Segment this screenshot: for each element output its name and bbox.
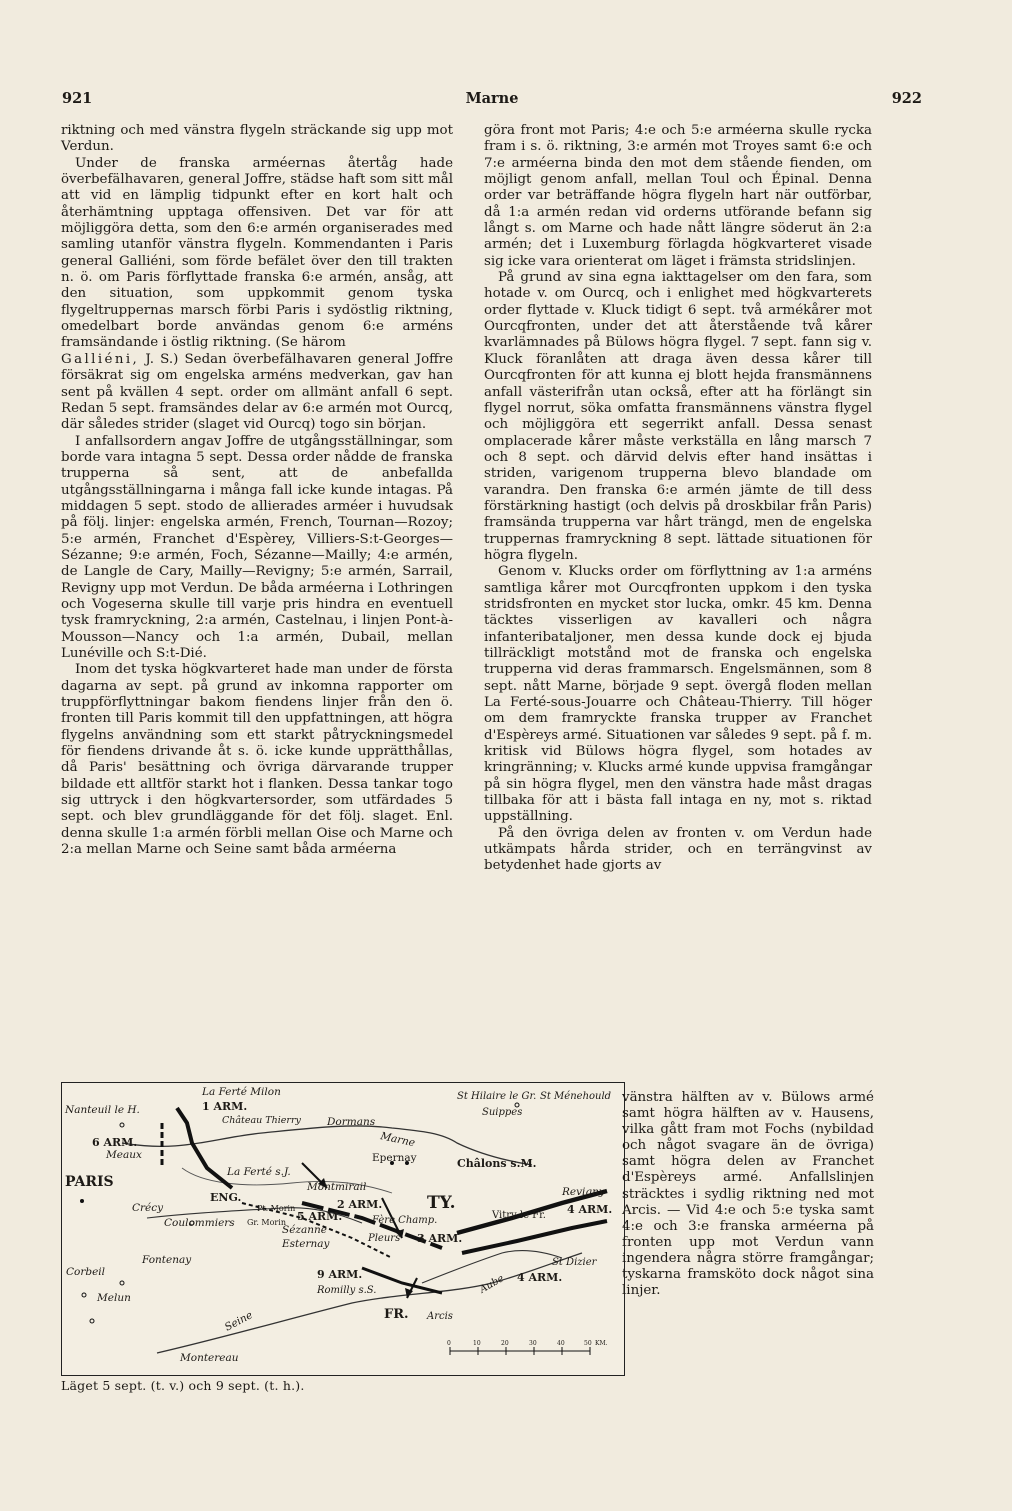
scale-tick: 50 — [584, 1340, 592, 1347]
page-number-left: 921 — [62, 90, 93, 107]
place-label-paris: PARIS — [65, 1174, 114, 1190]
place-label: Châlons s.M. — [457, 1157, 537, 1170]
army-label: 9 ARM. — [317, 1268, 363, 1281]
scale-bar — [447, 1340, 608, 1355]
french-label: FR. — [384, 1307, 409, 1322]
right-column — [484, 123, 872, 875]
battle-map-svg — [62, 1083, 624, 1375]
paragraph: På den övriga delen av fronten v. om Verdun hade utkämpats hårda strider, och en terrängvinst av betydenhet hade gjorts av — [484, 825, 872, 874]
german-label: TY. — [427, 1193, 456, 1213]
place-label: St Hilaire le Gr. — [457, 1091, 537, 1102]
place-label: Epernay — [372, 1152, 417, 1164]
place-label: Montereau — [180, 1352, 239, 1364]
place-label: Meaux — [106, 1149, 142, 1161]
place-label: Pleurs — [368, 1233, 401, 1244]
paragraph — [61, 352, 453, 434]
army-label: ENG. — [210, 1191, 242, 1204]
page-number-right: 922 — [891, 90, 922, 107]
river-label: Marne — [379, 1130, 417, 1150]
place-label: St Ménehould — [540, 1091, 612, 1102]
town-dot — [82, 1293, 86, 1297]
page-header — [62, 90, 922, 114]
running-title: Marne — [465, 90, 519, 107]
place-label: Montmirail — [307, 1181, 367, 1193]
paragraph: riktning och med vänstra flygeln sträckande sig upp mot Verdun. — [61, 123, 453, 155]
place-label: St Dizier — [552, 1257, 597, 1268]
place-label: Nanteuil le H. — [65, 1104, 140, 1116]
scale-unit: KM. — [595, 1340, 608, 1347]
place-label: Coulommiers — [164, 1217, 235, 1229]
place-label: Corbeil — [66, 1266, 106, 1278]
paragraph: göra front mot Paris; 4:e och 5:e arméerna skulle rycka fram i s. ö. riktning, 3:e armén mot Troyes samt 6:e och 7:e arméerna binda den mot dem stående fienden, om möjligt genom anfall, mellan Toul och Épinal. Denna order var beträffande högra flygeln hart när outförbar, då 1:a armén redan vid orderns utförande befann sig långt s. om Marne och hade nått längre söderut än 2:a armén; det i Luxemburg förlagda högkvarteret visade sig icke vara orienterat om läget i främsta stridslinjen. — [484, 123, 872, 269]
place-label: Romilly s.S. — [317, 1285, 377, 1296]
paragraph: Inom det tyska högkvarteret hade man under de första dagarna av sept. på grund av inkomna rapporter om truppförflyttningar bakom fiendens linjer från den ö. fronten till Paris kommit till den uppfattningen, att högra flygelns användning som ett starkt påtryckningsmedel för fiendens drivande åt s. ö. icke kunde upprätthållas, då Paris' besättning och övriga därvarande trupper bildade ett alltför starkt hot i flanken. Dessa tankar togo sig uttryck i den högkvartersorder, som utfärdades 5 sept. och blev grundläggande för det följ. slaget. Enl. denna skulle 1:a armén förbli mellan Oise och Marne och 2:a mellan Marne och Seine samt båda arméerna — [61, 662, 453, 858]
scale-tick: 20 — [501, 1340, 509, 1347]
army-label: 2 ARM. — [337, 1198, 383, 1211]
place-label: Crécy — [132, 1202, 164, 1214]
place-label: Revigny — [562, 1186, 605, 1198]
paragraph: Genom v. Klucks order om förflyttning av 1:a arméns samtliga kårer mot Ourcqfronten uppkom i den tyska stridsfronten en mycket stor lucka, omkr. 45 km. Denna täcktes visserligen av kavalleri och några infanteribataljoner, men dessa kunde dock ej bjuda tillräckligt motstånd mot de franska och engelska trupperna vid deras frammarsch. Engelsmännen, som 8 sept. nått Marne, började 9 sept. övergå floden mellan La Ferté-sous-Jouarre och Château-Thierry. Till höger om dem framryckte franska trupper av Franchet d'Espèreys armé. Situationen var således 9 sept. på f. m. kritisk vid Bülows högra flygel, som hotades av kringränning; v. Klucks armé kunde uppvisa framgångar på sin högra flygel, men den vänstra hade måst dragas tillbaka för att i bästa fall intaga en ny, mot s. riktad uppställning. — [484, 564, 872, 825]
left-column — [61, 123, 453, 858]
place-label: Sézanne — [282, 1224, 327, 1236]
army-label: 6 ARM. — [92, 1136, 138, 1149]
army-label: 4 ARM. — [517, 1271, 563, 1284]
place-label: Melun — [97, 1292, 131, 1304]
river-label: Pt. Morin — [257, 1204, 296, 1213]
place-label: Vitry le Fr. — [492, 1210, 546, 1221]
place-label: Esternay — [282, 1238, 330, 1250]
army-label: 3 ARM. — [417, 1232, 463, 1245]
army-label: 4 ARM. — [567, 1203, 613, 1216]
river-label: Seine — [222, 1309, 255, 1334]
scale-tick: 40 — [557, 1340, 565, 1347]
battle-map — [61, 1082, 625, 1376]
map-caption: Läget 5 sept. (t. v.) och 9 sept. (t. h.). — [61, 1378, 305, 1393]
scale-tick: 30 — [529, 1340, 537, 1347]
town-dot — [120, 1123, 124, 1127]
seine-river — [157, 1253, 582, 1353]
army-label: 5 ARM. — [297, 1210, 343, 1223]
town-dot — [120, 1281, 124, 1285]
scale-tick: 0 — [447, 1340, 451, 1347]
spaced-name: Galliéni, — [61, 351, 140, 367]
place-label: Suippes — [482, 1107, 523, 1118]
army-label: 1 ARM. — [202, 1100, 248, 1113]
paragraph: På grund av sina egna iakttagelser om den fara, som hotade v. om Ourcq, och i enlighet med högkvarterets order flyttade v. Kluck tidigt 6 sept. två armékårer mot Ourcqfronten, under det att återstående två kårer kvarlämnades på Bülows högra flygel. 7 sept. fann sig v. Kluck föranlåten att draga även dessa kårer till Ourcqfronten för att kunna ej blott hejda fransmännens anfall västerifrån utan också, efter att ha förlängt sin flygel norrut, söka omfatta fransmännens vänstra flygel och möjliggöra ett segerrikt anfall. Dessa senast omplacerade kårer måste verkställa en lång marsch 7 och 8 sept. och därvid delvis efter hand insättas i striden, varigenom trupperna blevo blandade om varandra. Den franska 6:e armén jämte de till dess förstärkning hastigt (och delvis på droskbilar från Paris) framsända trupperna var hårt trängd, men de engelska truppernas framryckning 8 sept. lättade situationen för högra flygeln. — [484, 270, 872, 563]
scale-tick: 10 — [473, 1340, 481, 1347]
paragraph: Under de franska arméernas återtåg hade överbefälhavaren, general Joffre, städse haft som sitt mål att vid en lämplig tidpunkt efter en kort halt och återhämtning upptaga offensiven. Det var för att möjliggöra detta, som den 6:e armén organiserades med samling utanför vänstra flygeln. Kommendanten i Paris general Galliéni, som förde befälet över den till trakten n. ö. om Paris förflyttade franska 6:e armén, ansåg, att den situation, som uppkommit genom tyska flygeltruppernas marsch förbi Paris i sydöstlig riktning, omedelbart borde användas genom 6:e arméns framsändande i östlig riktning. (Se härom — [61, 155, 453, 351]
town-dot — [90, 1319, 94, 1323]
river-label: Gr. Morin — [247, 1218, 286, 1227]
right-tail-text — [622, 1090, 874, 1299]
town-dot — [80, 1199, 84, 1203]
paragraph: I anfallsordern angav Joffre de utgångsställningar, som borde vara intagna 5 sept. Dessa order nådde de franska trupperna så sent, att de anbefallda utgångsställningarna i många fall icke kunde intagas. På middagen 5 sept. stodo de allierades arméer i huvudsak på följ. linjer: engelska armén, French, Tournan—Rozoy; 5:e armén, Franchet d'Espèrey, Villiers-S:t-Georges—Sézanne; 9:e armén, Foch, Sézanne—Mailly; 4:e armén, de Langle de Cary, Mailly—Revigny; 5:e armén, Sarrail, Revigny upp mot Verdun. De båda arméerna i Lothringen och Vogeserna skulle till varje pris hindra en eventuell tysk framryckning, 2:a armén, Castelnau, i linjen Pont-à-Mousson—Nancy och 1:a armén, Dubail, mellan Lunéville och S:t-Dié. — [61, 433, 453, 661]
paragraph-rest: J. S.) Sedan överbefälhavaren general Joffre försäkrat sig om engelska arméns medverkan, gav han sent på kvällen 4 sept. order om allmänt anfall 6 sept. Redan 5 sept. framsändes delar av 6:e armén mot Ourcq, där således strider (slaget vid Ourcq) togo sin början. — [61, 351, 453, 433]
place-label: Château Thierry — [222, 1115, 301, 1126]
place-label: Fontenay — [142, 1254, 192, 1266]
place-label: Fère Champ. — [372, 1215, 438, 1226]
paragraph: vänstra hälften av v. Bülows armé samt högra hälften av v. Hausens, vilka gått fram mot Fochs (nybildad och något svagare än de övriga) samt högra delen av Franchet d'Espèreys armé. Anfallslinjen sträcktes i sydlig riktning ned mot Arcis. — Vid 4:e och 5:e tyska samt 4:e och 3:e franska arméerna på fronten upp mot Verdun vann ingendera några större framgångar; tyskarna framsköto dock något sina linjer. — [622, 1090, 874, 1299]
place-label: Dormans — [327, 1116, 376, 1128]
place-label: Arcis — [427, 1311, 453, 1322]
river-label: Aube — [478, 1273, 507, 1296]
place-label: La Ferté s.J. — [227, 1166, 291, 1178]
place-label: La Ferté Milon — [202, 1086, 281, 1098]
